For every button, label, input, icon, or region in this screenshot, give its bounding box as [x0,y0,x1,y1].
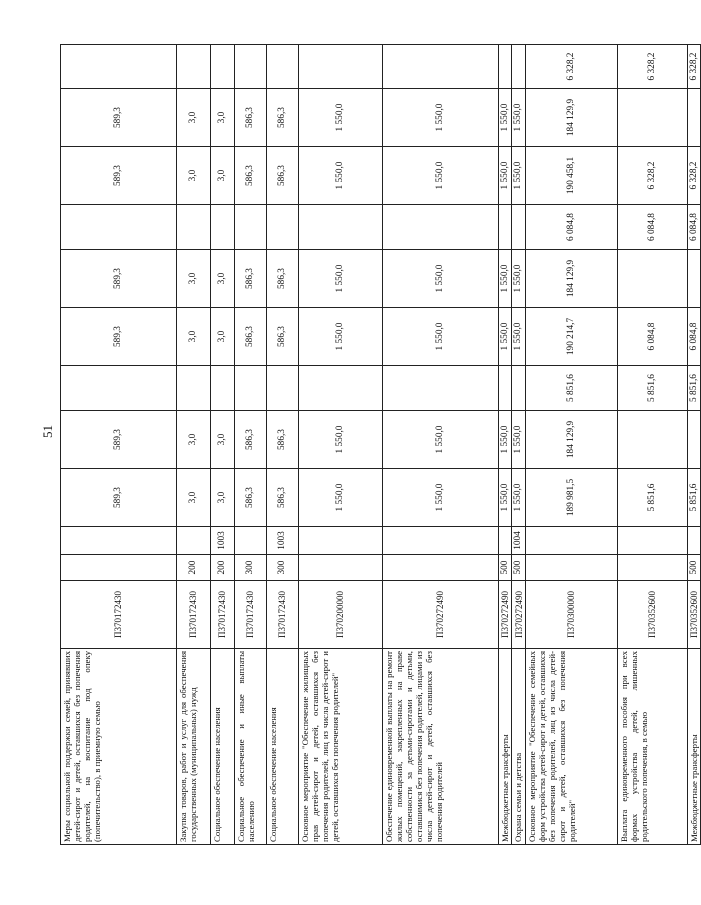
expense-type-cell: 300 [235,555,267,581]
target-code-cell: П370172430 [235,581,267,649]
sum-year1-local-cell: 1 550,0 [299,411,383,469]
section-cell [499,527,512,555]
sum-year1-total-cell: 1 550,0 [512,469,525,527]
row-name-cell: Социальное обеспечение населения [211,649,235,845]
row-name-cell: Основное мероприятие "Обеспечение семейных форм устройства детей-сирот и детей, оставшихся без попечения родителей, лиц из числа детей-сирот и детей, оставшихся без попечения родителей" [525,649,617,845]
sum-year3-federal-cell: 6 328,2 [617,45,687,89]
sum-year2-local-cell: 184 129,9 [525,250,617,308]
sum-year2-local-cell: 1 550,0 [299,250,383,308]
target-code-cell: П370272490 [499,581,512,649]
target-code-cell: П370172430 [267,581,299,649]
expense-type-cell: 500 [687,555,700,581]
sum-year2-total-cell: 3,0 [211,308,235,366]
row-name-cell: Социальное обеспечение и иные выплаты населению [235,649,267,845]
sum-year1-total-cell: 1 550,0 [499,469,512,527]
sum-year3-local-cell: 589,3 [61,89,177,147]
rotated-table-wrapper [60,45,699,845]
budget-table [60,44,701,845]
sum-year1-total-cell: 1 550,0 [299,469,383,527]
sum-year2-local-cell: 1 550,0 [383,250,499,308]
sum-year3-local-cell: 586,3 [235,89,267,147]
expense-type-cell: 500 [512,555,525,581]
table-row [512,45,525,845]
section-cell [617,527,687,555]
sum-year1-federal-cell: 5 851,6 [525,366,617,411]
table-row [687,45,700,845]
sum-year3-total-cell: 3,0 [177,147,211,205]
sum-year3-federal-cell: 6 328,2 [687,45,700,89]
sum-year2-local-cell: 1 550,0 [499,250,512,308]
sum-year2-total-cell: 6 084,8 [617,308,687,366]
sum-year2-local-cell [617,250,687,308]
table-row [235,45,267,845]
sum-year1-local-cell: 589,3 [61,411,177,469]
sum-year1-total-cell: 589,3 [61,469,177,527]
expense-type-cell: 500 [499,555,512,581]
sum-year3-local-cell: 1 550,0 [499,89,512,147]
sum-year1-federal-cell [267,366,299,411]
sum-year2-total-cell: 589,3 [61,308,177,366]
expense-type-cell: 300 [267,555,299,581]
sum-year2-federal-cell [211,205,235,250]
row-name-cell: Выплата единовременного пособия при всех формах устройства детей, лишенных родительского попечения, в семью [617,649,687,845]
table-row [299,45,383,845]
target-code-cell: П370172430 [61,581,177,649]
sum-year2-local-cell: 589,3 [61,250,177,308]
sum-year2-total-cell: 3,0 [177,308,211,366]
sum-year3-total-cell: 1 550,0 [499,147,512,205]
target-code-cell: П370272490 [383,581,499,649]
expense-type-cell [299,555,383,581]
table-row [61,45,177,845]
sum-year3-local-cell [687,89,700,147]
expense-type-cell [383,555,499,581]
sum-year3-local-cell: 1 550,0 [299,89,383,147]
sum-year3-federal-cell [235,45,267,89]
sum-year3-total-cell: 1 550,0 [512,147,525,205]
expense-type-cell: 200 [177,555,211,581]
row-name-cell: Межбюджетные трансферты [687,649,700,845]
sum-year2-federal-cell [299,205,383,250]
expense-type-cell: 200 [211,555,235,581]
sum-year1-local-cell [687,411,700,469]
sum-year2-total-cell: 1 550,0 [383,308,499,366]
sum-year3-federal-cell [267,45,299,89]
sum-year1-total-cell: 5 851,6 [687,469,700,527]
row-name-cell: Основное мероприятие "Обеспечение жилищных прав детей-сирот и детей, оставшихся без попечения родителей, лиц из числа детей-сирот и детей, оставшихся без попечения родителей" [299,649,383,845]
target-code-cell: П370352600 [687,581,700,649]
target-code-cell: П370172430 [211,581,235,649]
row-name-cell: Меры социальной поддержки семей, принявших детей-сирот и детей, оставшихся без попечения родителей, на воспитание под опеку (попечительство), в приемную семью [61,649,177,845]
sum-year2-local-cell: 586,3 [267,250,299,308]
row-name-cell: Охрана семьи и детства [512,649,525,845]
section-cell [235,527,267,555]
sum-year1-local-cell: 586,3 [235,411,267,469]
sum-year3-local-cell: 1 550,0 [383,89,499,147]
sum-year3-federal-cell: 6 328,2 [525,45,617,89]
sum-year3-total-cell: 586,3 [267,147,299,205]
sum-year2-federal-cell [61,205,177,250]
sum-year1-federal-cell: 5 851,6 [617,366,687,411]
sum-year2-federal-cell [383,205,499,250]
target-code-cell: П370300000 [525,581,617,649]
row-name-cell: Межбюджетные трансферты [499,649,512,845]
sum-year1-federal-cell [383,366,499,411]
section-cell [177,527,211,555]
sum-year2-total-cell: 190 214,7 [525,308,617,366]
sum-year1-local-cell [617,411,687,469]
sum-year2-local-cell: 3,0 [211,250,235,308]
sum-year3-total-cell: 1 550,0 [299,147,383,205]
sum-year3-federal-cell [299,45,383,89]
sum-year1-total-cell: 5 851,6 [617,469,687,527]
sum-year3-federal-cell [512,45,525,89]
sum-year2-federal-cell: 6 084,8 [617,205,687,250]
sum-year2-total-cell: 586,3 [267,308,299,366]
sum-year1-federal-cell [235,366,267,411]
sum-year2-federal-cell [267,205,299,250]
sum-year2-total-cell: 1 550,0 [499,308,512,366]
sum-year2-local-cell: 586,3 [235,250,267,308]
page-number: 51 [40,425,55,438]
section-cell [525,527,617,555]
table-row [383,45,499,845]
sum-year1-total-cell: 3,0 [177,469,211,527]
sum-year1-total-cell: 586,3 [267,469,299,527]
sum-year1-total-cell: 1 550,0 [383,469,499,527]
sum-year1-local-cell: 184 129,9 [525,411,617,469]
sum-year2-total-cell: 1 550,0 [512,308,525,366]
sum-year1-federal-cell [177,366,211,411]
table-row [211,45,235,845]
sum-year1-federal-cell [211,366,235,411]
table-row [499,45,512,845]
sum-year3-federal-cell [383,45,499,89]
expense-type-cell [525,555,617,581]
section-cell: 1004 [512,527,525,555]
sum-year2-total-cell: 1 550,0 [299,308,383,366]
sum-year1-federal-cell [61,366,177,411]
sum-year3-total-cell: 586,3 [235,147,267,205]
sum-year1-local-cell: 3,0 [177,411,211,469]
sum-year1-local-cell: 1 550,0 [383,411,499,469]
sum-year2-federal-cell: 6 084,8 [687,205,700,250]
sum-year1-local-cell: 3,0 [211,411,235,469]
sum-year1-local-cell: 586,3 [267,411,299,469]
sum-year2-local-cell: 3,0 [177,250,211,308]
section-cell [687,527,700,555]
sum-year3-local-cell: 1 550,0 [512,89,525,147]
sum-year3-total-cell: 190 458,1 [525,147,617,205]
sum-year3-total-cell: 589,3 [61,147,177,205]
target-code-cell: П370272490 [512,581,525,649]
sum-year3-total-cell: 3,0 [211,147,235,205]
table-row [617,45,687,845]
sum-year2-federal-cell [177,205,211,250]
sum-year2-local-cell: 1 550,0 [512,250,525,308]
section-cell: 1003 [211,527,235,555]
sum-year3-federal-cell [499,45,512,89]
target-code-cell: П370172430 [177,581,211,649]
sum-year2-total-cell: 586,3 [235,308,267,366]
section-cell: 1003 [267,527,299,555]
sum-year1-federal-cell [512,366,525,411]
sum-year1-total-cell: 586,3 [235,469,267,527]
sum-year1-federal-cell: 5 851,6 [687,366,700,411]
sum-year3-total-cell: 1 550,0 [383,147,499,205]
row-name-cell: Социальное обеспечение населения [267,649,299,845]
sum-year1-local-cell: 1 550,0 [512,411,525,469]
sum-year2-total-cell: 6 084,8 [687,308,700,366]
table-row [177,45,211,845]
sum-year3-local-cell: 3,0 [177,89,211,147]
sum-year2-federal-cell [235,205,267,250]
sum-year3-local-cell [617,89,687,147]
sum-year1-total-cell: 189 981,5 [525,469,617,527]
sum-year1-total-cell: 3,0 [211,469,235,527]
sum-year3-local-cell: 586,3 [267,89,299,147]
sum-year2-federal-cell [499,205,512,250]
section-cell [61,527,177,555]
table-row [525,45,617,845]
sum-year3-local-cell: 184 129,9 [525,89,617,147]
table-row [267,45,299,845]
sum-year2-federal-cell: 6 084,8 [525,205,617,250]
target-code-cell: П370200000 [299,581,383,649]
sum-year1-federal-cell [299,366,383,411]
sum-year3-total-cell: 6 328,2 [617,147,687,205]
sum-year2-local-cell [687,250,700,308]
section-cell [299,527,383,555]
sum-year1-local-cell: 1 550,0 [499,411,512,469]
expense-type-cell [617,555,687,581]
sum-year3-federal-cell [61,45,177,89]
sum-year3-local-cell: 3,0 [211,89,235,147]
sum-year3-federal-cell [211,45,235,89]
sum-year3-total-cell: 6 328,2 [687,147,700,205]
sum-year3-federal-cell [177,45,211,89]
row-name-cell: Обеспечение единовременной выплаты на ремонт жилых помещений, закрепленных на праве собственности за детьми-сиротами и детьми, оставшимися без попечения родителей, лицами из числа детей-сирот и детей, оставшихся без попечения родителей [383,649,499,845]
expense-type-cell [61,555,177,581]
sum-year1-federal-cell [499,366,512,411]
target-code-cell: П370352600 [617,581,687,649]
section-cell [383,527,499,555]
sum-year2-federal-cell [512,205,525,250]
row-name-cell: Закупка товаров, работ и услуг для обеспечения государственных (муниципальных) нужд [177,649,211,845]
